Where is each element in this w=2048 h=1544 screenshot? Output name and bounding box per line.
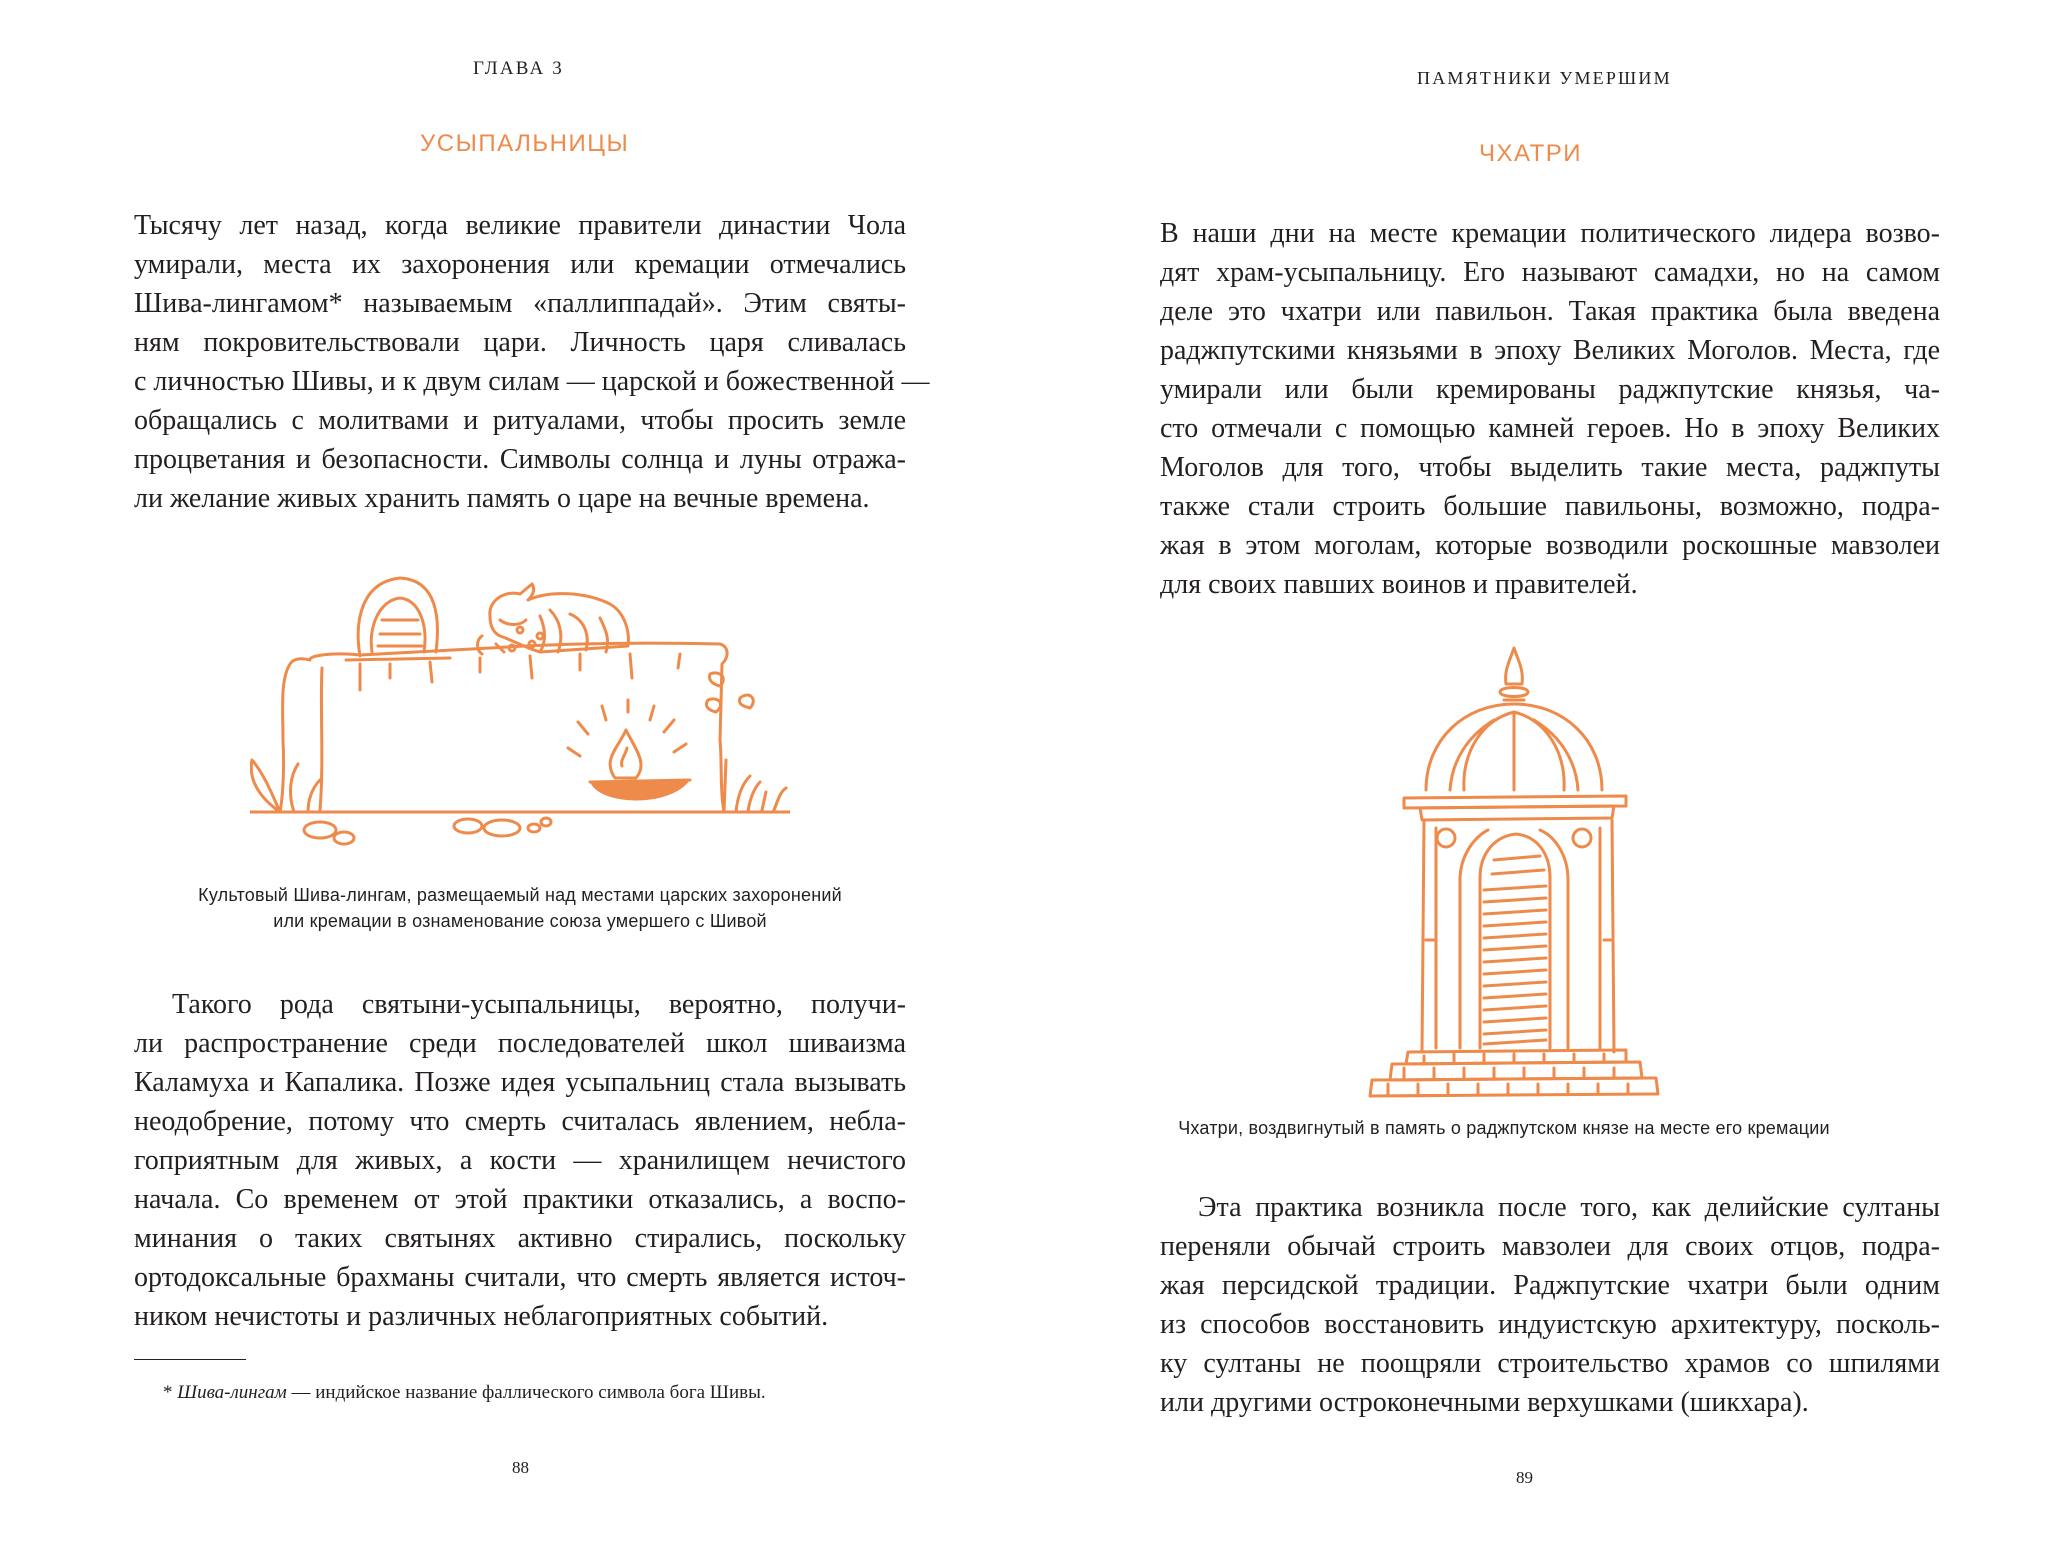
footnote-marker: * [163,1382,178,1403]
page-number: 89 [1516,1468,1533,1487]
text-line: ку султаны не поощряли строительство храмов со шпилями [1160,1348,1940,1379]
section-title: ЧХАТРИ [1479,140,1583,167]
caption-line: Культовый Шива-лингам, размещаемый над местами царских захоронений [198,885,842,905]
text-line: сто отмечали с помощью камней героев. Но в эпоху Великих [1160,413,1940,444]
text-line: раджпутскими князьями в эпоху Великих Моголов. Места, где [1160,335,1940,366]
paragraph [134,206,930,518]
text-line: Такого рода святыни-усыпальницы, вероятно, получи- [172,989,906,1020]
shiva-lingam-illustration [250,560,790,850]
text-line: Моголов для того, чтобы выделить такие места, раджпуты [1160,452,1940,483]
paragraph [1160,214,1940,604]
figure-caption: Чхатри, воздвигнутый в память о раджпутском князе на месте его кремации [1178,1118,1830,1138]
paragraph [134,985,906,1336]
text-line: ням покровительствовали цари. Личность царя сливалась [134,327,906,358]
text-line: Каламуха и Капалика. Позже идея усыпальниц стала вызывать [134,1067,906,1098]
footnote-term: Шива-лингам [177,1382,287,1403]
text-line: умирали или были кремированы раджпутские князья, ча- [1160,374,1940,405]
footnote-text: — индийское название фаллического символа бога Шивы. [286,1382,766,1403]
footnote [163,1382,766,1404]
text-line: жая в этом моголам, которые возводили роскошные мавзолеи [1160,530,1940,561]
text-line: деле это чхатри или павильон. Такая практика была введена [1160,296,1940,327]
text-line: Шива-лингамом* называемым «паллиппадай». Этим святы- [134,288,906,319]
text-line: Эта практика возникла после того, как делийские султаны [1198,1192,1940,1223]
text-line: ником нечистоты и различных неблагоприятных событий. [134,1301,829,1332]
text-line: процветания и безопасности. Символы солнца и луны отража- [134,444,906,475]
text-line: переняли обычай строить мавзолеи для своих отцов, подра- [1160,1231,1940,1262]
right-page [1024,0,2048,1544]
caption-line: или кремации в ознаменование союза умершего с Шивой [273,911,767,931]
text-line: обращались с молитвами и ритуалами, чтобы просить земле [134,405,906,436]
text-line: ортодоксальные брахманы считали, что смерть является источ- [134,1262,906,1293]
section-title: УСЫПАЛЬНИЦЫ [420,130,630,157]
text-line: с личностью Шивы, и к двум силам — царской и божественной — [134,366,930,397]
text-line: также стали строить большие павильоны, возможно, подра- [1160,491,1940,522]
figure-caption [120,882,920,934]
text-line: жая персидской традиции. Раджпутские чхатри были одним [1160,1270,1940,1301]
text-line: неодобрение, потому что смерть считалась явлением, небла- [134,1106,906,1137]
text-line: минания о таких святынях активно стирались, поскольку [134,1223,906,1254]
text-line: для своих павших воинов и правителей. [1160,569,1638,600]
footnote-rule [134,1359,246,1360]
text-line: умирали, места их захоронения или кремации отмечались [134,249,906,280]
running-head: ПАМЯТНИКИ УМЕРШИМ [1417,68,1672,88]
text-line: или другими остроконечными верхушками (шикхара). [1160,1387,1809,1418]
running-head: ГЛАВА 3 [473,58,565,79]
text-line: Тысячу лет назад, когда великие правители династии Чола [134,210,906,241]
chhatri-illustration [1364,640,1664,1100]
text-line: В наши дни на месте кремации политического лидера возво- [1160,218,1940,249]
page-number: 88 [512,1458,529,1477]
text-line: дят храм-усыпальницу. Его называют самадхи, но на самом [1160,257,1940,288]
text-line: ли распространение среди последователей школ шиваизма [134,1028,906,1059]
text-line: гоприятным для живых, а кости — хранилищем нечистого [134,1145,906,1176]
paragraph [1160,1188,1940,1422]
text-line: начала. Со временем от этой практики отказались, а воспо- [134,1184,906,1215]
text-line: ли желание живых хранить память о царе на вечные времена. [134,483,870,514]
text-line: из способов восстановить индуистскую архитектуру, посколь- [1160,1309,1940,1340]
